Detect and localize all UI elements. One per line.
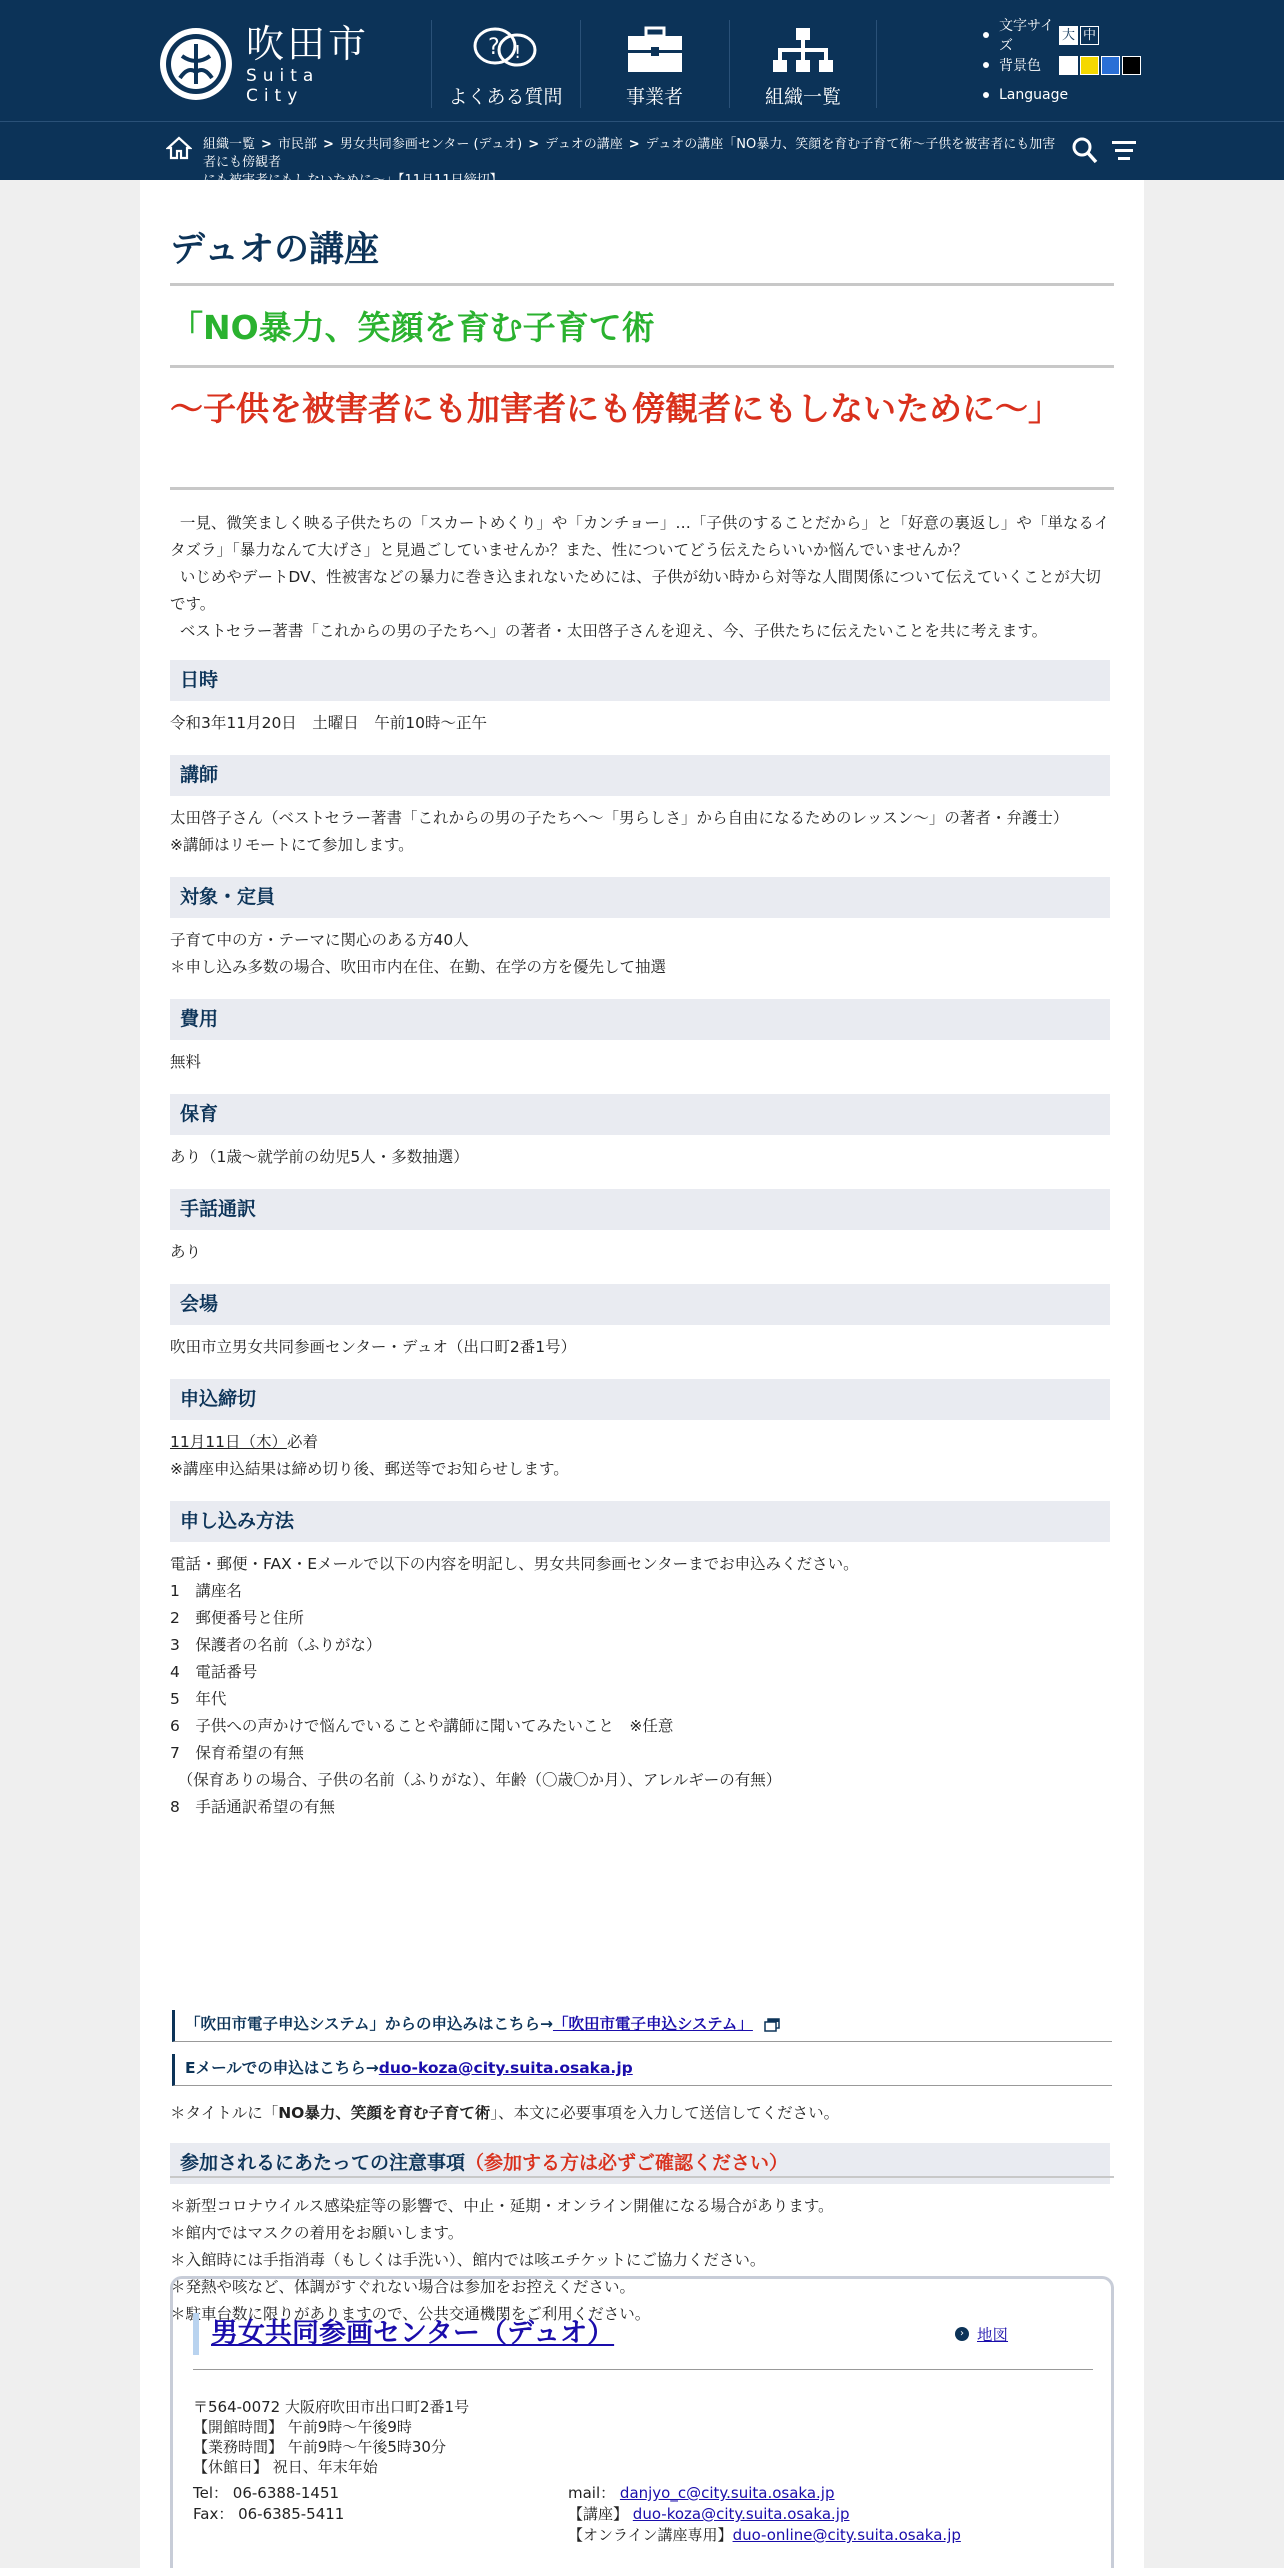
bg-blue-button[interactable] xyxy=(1101,56,1120,75)
menu-icon[interactable] xyxy=(1112,138,1136,164)
language-link[interactable]: Language xyxy=(999,87,1069,103)
intro-text xyxy=(170,510,1114,645)
apply-lead: 電話・郵便・FAX・Eメールで以下の内容を明記し、男女共同参画センターまでお申込みください。 xyxy=(170,1555,859,1573)
apply-item: 5 年代 xyxy=(170,1690,227,1708)
contact-address: 〒564-0072 大阪府吹田市出口町2番1号 xyxy=(193,2398,470,2416)
contact-online-mail-link[interactable]: duo-online@city.suita.osaka.jp xyxy=(732,2526,961,2544)
intro-paragraph: いじめやデートDV、性被害などの暴力に巻き込まれないためには、子供が幼い時から対等な人間関係について伝えていくことが大切です。 xyxy=(170,568,1101,613)
breadcrumb-separator: > xyxy=(628,137,640,152)
nav-business-label: 事業者 xyxy=(625,86,683,108)
bullet xyxy=(983,62,989,68)
contact-title xyxy=(193,2313,614,2355)
online-apply-link[interactable]: 「吹田市電子申込システム」 xyxy=(552,2015,753,2033)
bg-color-label: 背景色 xyxy=(999,58,1041,74)
font-size-large-button[interactable]: 大 xyxy=(1059,26,1078,45)
apply-item: 4 電話番号 xyxy=(170,1663,258,1681)
briefcase-icon xyxy=(620,24,690,76)
email-apply-link[interactable]: duo-koza@city.suita.osaka.jp xyxy=(378,2059,633,2077)
font-size-row xyxy=(983,18,1143,54)
apply-item: 1 講座名 xyxy=(170,1582,242,1600)
section-heading-childcare: 保育 xyxy=(170,1094,1110,1135)
apply-text xyxy=(170,1551,1114,1821)
childcare-text: あり（1歳～就学前の幼児5人・多数抽選） xyxy=(170,1148,469,1166)
contact-card xyxy=(170,2276,1114,2568)
apply-item: （保育ありの場合、子供の名前（ふりがな）、年齢（〇歳〇か月）、アレルギーの有無） xyxy=(170,1771,782,1789)
section-heading-fee: 費用 xyxy=(170,999,1110,1040)
nav-organization[interactable] xyxy=(729,20,877,108)
utility-panel xyxy=(983,20,1143,110)
home-icon[interactable] xyxy=(166,136,192,160)
apply-item: 2 郵便番号と住所 xyxy=(170,1609,304,1627)
koza-label: 【講座】 xyxy=(568,2505,629,2523)
page-title: デュオの講座 xyxy=(170,222,1114,286)
deadline-text xyxy=(170,1429,1114,1483)
caution-item: ＊館内ではマスクの着用をお願いします。 xyxy=(170,2224,464,2242)
section-heading-sign-language: 手話通訳 xyxy=(170,1189,1110,1230)
email-apply-prefix: Eメールでの申込はこちら→ xyxy=(185,2059,379,2077)
date-text: 令和3年11月20日 土曜日 午前10時～正午 xyxy=(170,714,488,732)
breadcrumb-separator: > xyxy=(261,137,272,152)
contact-online-row xyxy=(568,2525,961,2546)
contact-mail-row xyxy=(568,2483,961,2504)
logo-name-ja: 吹田市 xyxy=(245,22,369,66)
bg-color-row xyxy=(983,50,1143,80)
contact-koza-row xyxy=(568,2504,961,2525)
contact-title-link[interactable]: 男女共同参画センター（デュオ） xyxy=(211,2318,615,2349)
nav-business[interactable] xyxy=(580,20,728,108)
divider xyxy=(170,2176,1114,2178)
email-apply-link-box xyxy=(172,2054,1112,2086)
card-divider xyxy=(193,2369,1093,2370)
breadcrumb-bar xyxy=(0,121,1284,180)
breadcrumb-item[interactable]: 組織一覧 xyxy=(203,137,256,152)
nav-faq-label: よくある質問 xyxy=(448,86,563,108)
svg-text:?: ? xyxy=(487,35,500,60)
bg-black-button[interactable] xyxy=(1122,56,1141,75)
contact-mail-block xyxy=(568,2483,961,2546)
apply-note-title: NO暴力、笑顔を育む子育て術 xyxy=(278,2104,491,2122)
caution-item: ＊駐車台数に限りがありますので、公共交通機関をご利用ください。 xyxy=(170,2305,651,2323)
faq-bubble-icon xyxy=(471,24,541,76)
sign-language-text: あり xyxy=(170,1243,202,1261)
apply-note xyxy=(170,2100,1114,2127)
contact-business-hours: 【業務時間】 午前9時～午後5時30分 xyxy=(193,2438,446,2456)
contact-phone-block xyxy=(193,2483,344,2525)
contact-open-hours: 【開館時間】 午前9時～午後9時 xyxy=(193,2418,412,2436)
city-seal-icon xyxy=(158,26,234,102)
section-heading-deadline: 申込締切 xyxy=(170,1379,1110,1420)
site-header xyxy=(0,0,1284,121)
online-apply-prefix: 「吹田市電子申込システム」からの申込みはこちら→ xyxy=(185,2015,553,2033)
breadcrumb-item[interactable]: 男女共同参画センター (デュオ) xyxy=(339,137,523,152)
contact-tel: Tel： 06-6388-1451 xyxy=(193,2484,340,2502)
lecturer-note: ※講師はリモートにて参加します。 xyxy=(170,836,414,854)
subtitle-red: ～子供を被害者にも加害者にも傍観者にもしないために～」 xyxy=(170,382,1114,490)
breadcrumb-separator: > xyxy=(322,137,334,152)
section-heading-target: 対象・定員 xyxy=(170,877,1110,918)
caution-heading-text: 参加されるにあたっての注意事項 xyxy=(180,2152,466,2174)
font-size-label: 文字サイズ xyxy=(999,18,1055,54)
breadcrumb-current: デュオの講座「NO暴力、笑顔を育む子育て術～子供を被害者にも加害者にも傍観者 xyxy=(203,137,1056,170)
map-link[interactable]: 地図 xyxy=(977,2326,1009,2344)
mail-label: mail： xyxy=(568,2484,616,2502)
caution-heading-warning: （参加する方は必ずご確認ください） xyxy=(465,2152,789,2174)
apply-note-suffix: 」、本文に必要事項を入力して送信してください。 xyxy=(490,2104,840,2122)
target-text xyxy=(170,927,1114,981)
online-apply-link-box xyxy=(172,2010,1112,2042)
caution-item: ＊発熱や咳など、体調がすぐれない場合は参加をお控えください。 xyxy=(170,2278,636,2296)
logo-name-en: Suita City xyxy=(245,66,320,106)
apply-item: 6 子供への声かけで悩んでいることや講師に聞いてみたいこと ※任意 xyxy=(170,1717,674,1735)
contact-mail-link[interactable]: danjyo_c@city.suita.osaka.jp xyxy=(619,2484,835,2502)
breadcrumb-item[interactable]: 市民部 xyxy=(277,137,317,152)
contact-fax: Fax： 06-6385-5411 xyxy=(193,2505,345,2523)
external-window-icon xyxy=(764,2018,780,2032)
breadcrumb-item[interactable]: デュオの講座 xyxy=(545,137,623,152)
map-link-wrap xyxy=(955,2323,1008,2345)
deadline-line xyxy=(170,1429,1114,1456)
lecturer-text xyxy=(170,805,1114,859)
bullet xyxy=(983,92,989,98)
search-icon[interactable] xyxy=(1072,137,1098,165)
contact-closed-days: 【休館日】 祝日、年末年始 xyxy=(193,2458,378,2476)
apply-note-prefix: ＊タイトルに「 xyxy=(170,2104,279,2122)
venue-text: 吹田市立男女共同参画センター・デュオ（出口町2番1号） xyxy=(170,1338,577,1356)
font-size-medium-button[interactable]: 中 xyxy=(1080,26,1099,45)
intro-paragraph: 一見、微笑ましく映る子供たちの「スカートめくり」や「カンチョー」…「子供のすることだから」と「好意の裏返し」や「単なるイタズラ」「暴力なんて大げさ」と見過ごしていませんか？また、性についてどう伝えたらいいか悩んでいませんか？ xyxy=(170,514,1110,559)
apply-item: 8 手話通訳希望の有無 xyxy=(170,1798,335,1816)
deadline-date: 11月11日（木） xyxy=(170,1433,287,1451)
section-heading-date: 日時 xyxy=(170,660,1110,701)
breadcrumb-separator: > xyxy=(528,137,540,152)
subtitle-green: 「NO暴力、笑顔を育む子育て術 xyxy=(170,302,1114,368)
bullet xyxy=(983,32,989,38)
online-label: 【オンライン講座専用】 xyxy=(568,2526,733,2544)
section-heading-apply: 申し込み方法 xyxy=(170,1501,1110,1542)
section-heading-lecturer: 講師 xyxy=(170,755,1110,796)
bg-white-button[interactable] xyxy=(1059,56,1078,75)
intro-paragraph: ベストセラー著書「これからの男の子たちへ」の著者・太田啓子さんを迎え、今、子供たちに伝えたいことを共に考えます。 xyxy=(179,622,1048,640)
apply-item: 7 保育希望の有無 xyxy=(170,1744,304,1762)
caution-item: ＊入館時には手指消毒（もしくは手洗い）、館内では咳エチケットにご協力ください。 xyxy=(170,2251,766,2269)
target-note: ＊申し込み多数の場合、吹田市内在住、在勤、在学の方を優先して抽選 xyxy=(170,958,667,976)
logo-text xyxy=(246,22,388,106)
chevron-right-icon: › xyxy=(955,2327,969,2341)
org-chart-icon xyxy=(768,24,838,76)
apply-item: 3 保護者の名前（ふりがな） xyxy=(170,1636,382,1654)
nav-organization-label: 組織一覧 xyxy=(764,86,841,108)
section-heading-venue: 会場 xyxy=(170,1284,1110,1325)
fee-text: 無料 xyxy=(170,1053,202,1071)
bg-yellow-button[interactable] xyxy=(1080,56,1099,75)
deadline-suffix: 必着 xyxy=(286,1433,318,1451)
site-logo[interactable] xyxy=(158,24,388,104)
caution-item: ＊新型コロナウイルス感染症等の影響で、中止・延期・オンライン開催になる場合があります。 xyxy=(170,2197,834,2215)
svg-text:!: ! xyxy=(513,42,521,63)
nav-faq[interactable] xyxy=(431,20,579,108)
deadline-note: ※講座申込結果は締め切り後、郵送等でお知らせします。 xyxy=(170,1460,569,1478)
lecturer-line: 太田啓子さん（ベストセラー著書「これからの男の子たちへ～「男らしさ」から自由になるためのレッスン～」の著者・弁護士） xyxy=(170,809,1069,827)
contact-address-block xyxy=(193,2397,469,2477)
contact-koza-mail-link[interactable]: duo-koza@city.suita.osaka.jp xyxy=(632,2505,850,2523)
main-content xyxy=(140,180,1144,2568)
language-row xyxy=(983,80,1143,110)
target-line: 子育て中の方・テーマに関心のある方40人 xyxy=(170,931,469,949)
